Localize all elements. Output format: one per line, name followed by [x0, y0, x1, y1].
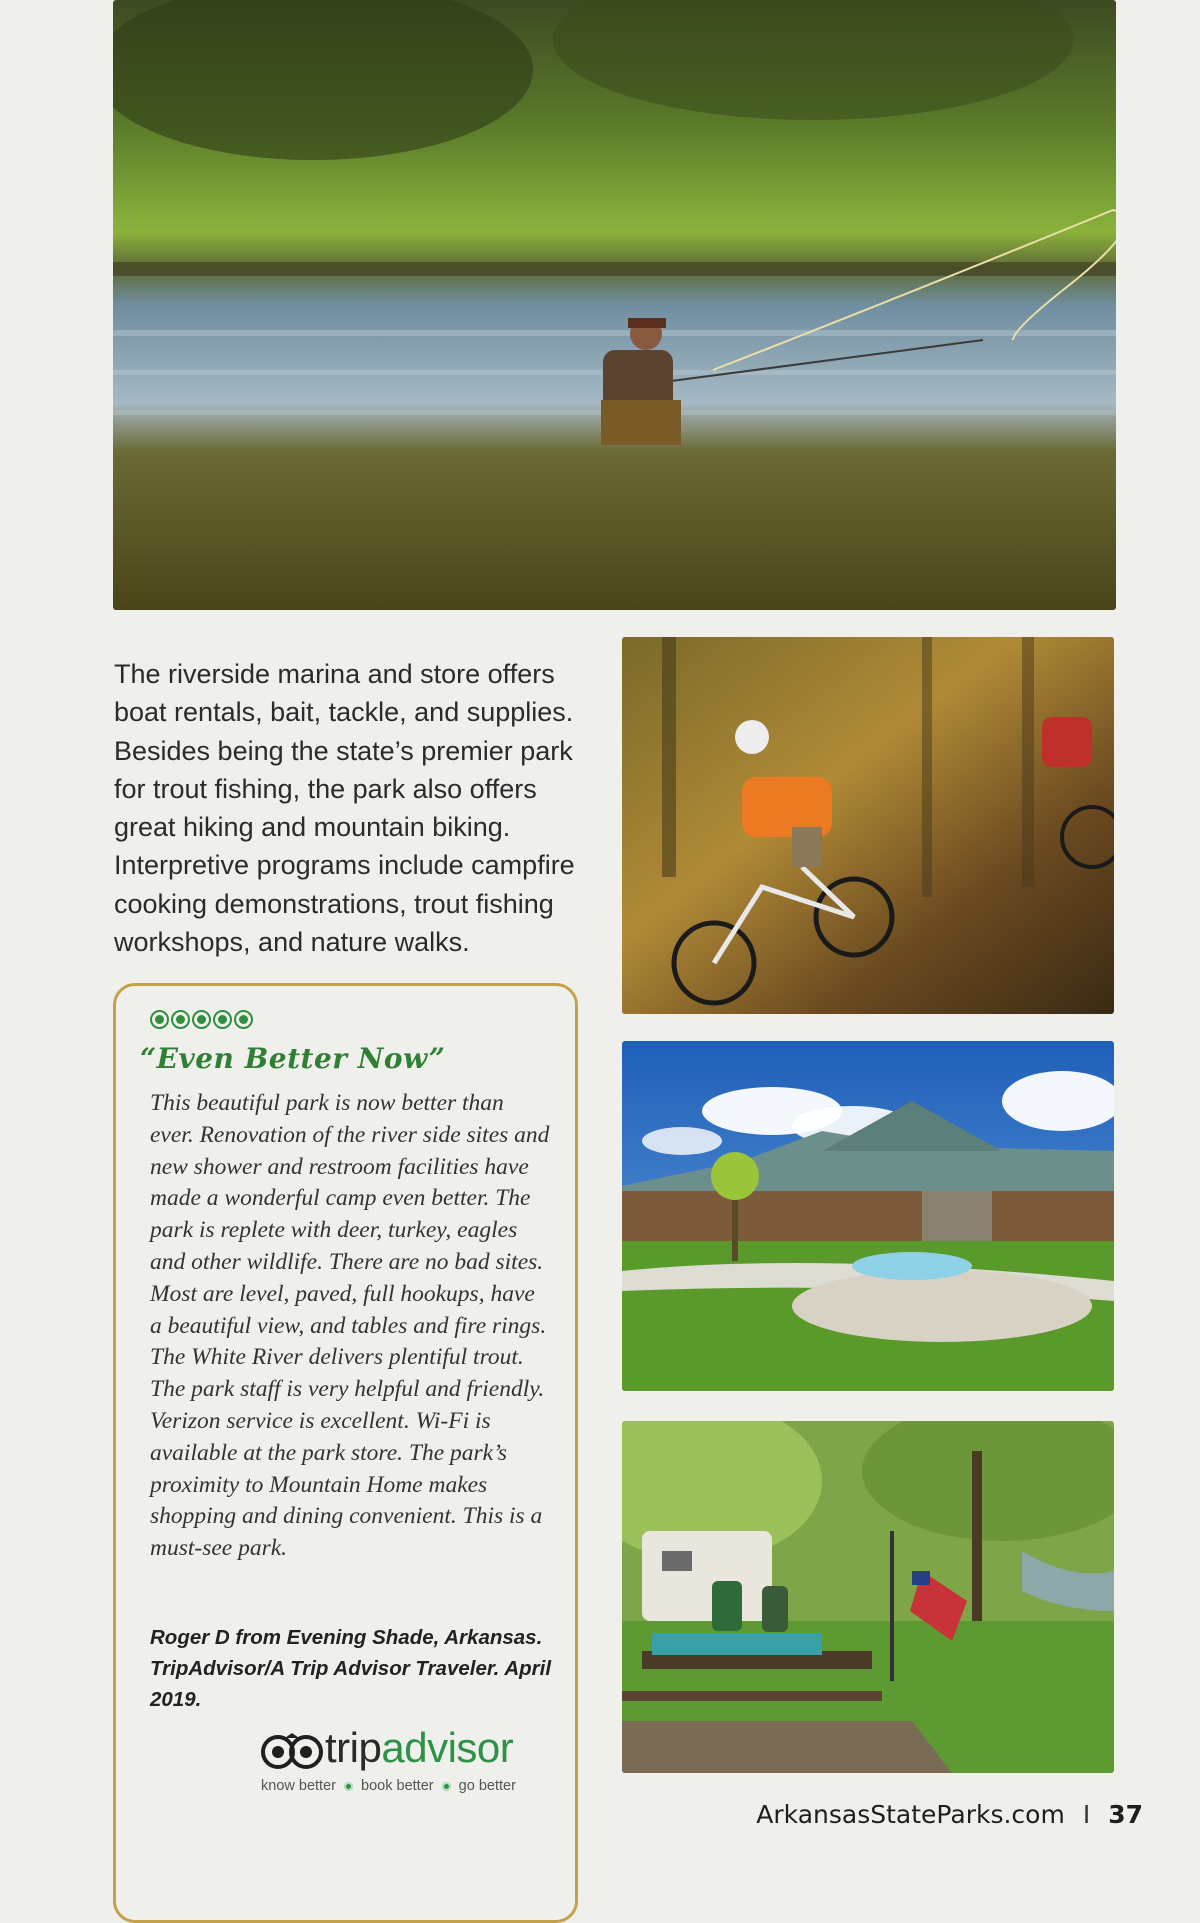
tagline-dot-icon [442, 1782, 451, 1791]
review-author: Roger D from Evening Shade, Arkansas. TripAdvisor/A Trip Advisor Traveler. April 2019. [150, 1626, 552, 1711]
tripadvisor-logo [261, 1726, 561, 1802]
review-body: This beautiful park is now better than ever. Renovation of the river side sites and new shower and restroom facilities have made a wonderful camp even better. The park is replete with deer, turkey, eagles and other wildlife. There are no bad sites. Most are level, paved, full hookups, have a beautiful view, and tables and fire rings. The White River delivers plentiful trout. The park staff is very helpful and friendly. Verizon service is excellent. Wi-Fi is available at the park store. The park’s proximity to Mountain Home makes shopping and dining convenient. This is a must-see park. [150, 1090, 550, 1562]
tripadvisor-owl-icon [261, 1732, 323, 1770]
tripadvisor-review-box [113, 983, 578, 1923]
rating-bubble-icon [192, 1010, 211, 1029]
rating-bubble-icon [150, 1010, 169, 1029]
rating-bubbles [150, 1010, 253, 1029]
tagline-know: know better [261, 1778, 336, 1794]
tripadvisor-wordmark [325, 1724, 513, 1772]
photo-visitor-center [622, 1041, 1114, 1391]
page-number: 37 [1108, 1800, 1143, 1829]
tripadvisor-tagline [261, 1778, 516, 1794]
review-title: “Even Better Now” [140, 1042, 446, 1075]
rating-bubble-icon [171, 1010, 190, 1029]
rating-bubble-icon [234, 1010, 253, 1029]
photo-fly-fishing [113, 0, 1116, 610]
footer-separator: I [1082, 1800, 1091, 1829]
rating-bubble-icon [213, 1010, 232, 1029]
photo-campsite [622, 1421, 1114, 1773]
wordmark-trip: trip [325, 1724, 382, 1771]
tagline-book: book better [361, 1778, 434, 1794]
page-footer [756, 1800, 1143, 1829]
tagline-go: go better [458, 1778, 516, 1794]
intro-paragraph: The riverside marina and store offers boat rentals, bait, tackle, and supplies. Besides being the state’s premier park for trout fishing, the park also offers great hiking and mountain biking. Interpretive programs include campfire cooking demonstrations, trout fishing workshops, and nature walks. [114, 659, 575, 958]
wordmark-advisor: advisor [381, 1724, 514, 1771]
tagline-dot-icon [344, 1782, 353, 1791]
footer-website: ArkansasStateParks.com [756, 1800, 1065, 1829]
photo-mountain-biking [622, 637, 1114, 1014]
